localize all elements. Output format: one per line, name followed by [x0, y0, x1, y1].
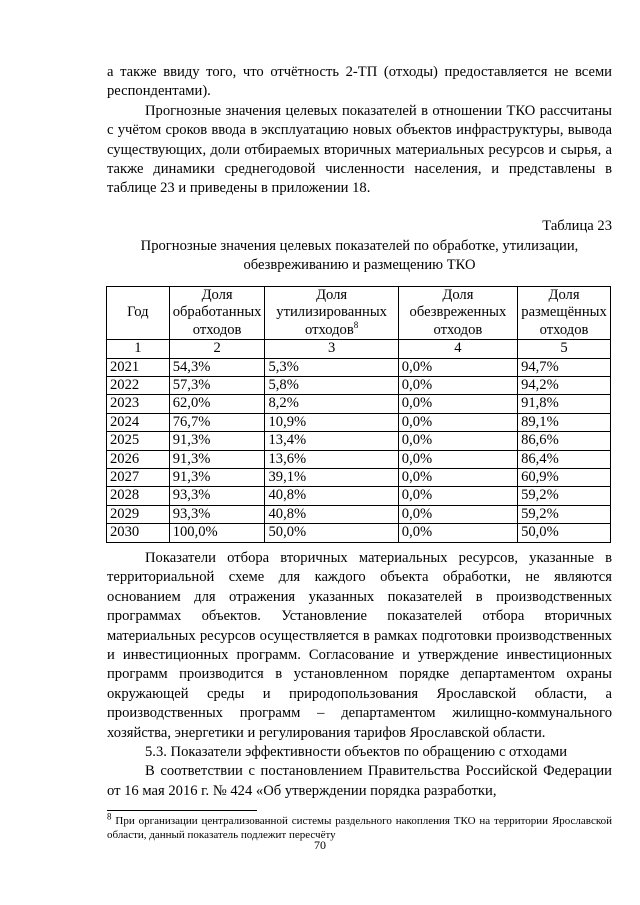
paragraph-continuation: а также ввиду того, что отчётность 2-ТП (отходы) предоставляется не всеми респондентами). — [107, 64, 612, 100]
table-cell: 39,1% — [265, 469, 398, 487]
indicators-table — [106, 286, 611, 543]
table-cell: 2027 — [107, 469, 170, 487]
table-cell: 93,3% — [169, 487, 265, 505]
footnote-ref: 8 — [353, 319, 359, 330]
table-cell: 50,0% — [518, 524, 611, 542]
table-cell: 57,3% — [169, 377, 265, 395]
column-number: 5 — [518, 340, 611, 358]
column-number: 1 — [107, 340, 170, 358]
table-cell: 13,4% — [265, 432, 398, 450]
column-number: 4 — [398, 340, 517, 358]
table-cell: 2022 — [107, 377, 170, 395]
table-cell: 40,8% — [265, 505, 398, 523]
table-cell: 2021 — [107, 358, 170, 376]
table-cell: 2030 — [107, 524, 170, 542]
table-row — [107, 358, 611, 376]
table-cell: 0,0% — [398, 395, 517, 413]
table-cell: 0,0% — [398, 487, 517, 505]
table-cell: 2026 — [107, 450, 170, 468]
footnote-text: При организации централизованной системы раздельного накопления ТКО на территории Ярославской области, данный показатель подлежит пересчёту — [107, 815, 612, 841]
table-row — [107, 469, 611, 487]
table-cell: 0,0% — [398, 469, 517, 487]
table-cell: 0,0% — [398, 377, 517, 395]
table-cell: 54,3% — [169, 358, 265, 376]
table-cell: 2029 — [107, 505, 170, 523]
bottom-text-block — [107, 549, 612, 801]
header-processed: Доля обработанных отходов — [169, 287, 265, 340]
table-cell: 0,0% — [398, 432, 517, 450]
table-cell: 60,9% — [518, 469, 611, 487]
table-row — [107, 505, 611, 523]
table-cell: 91,3% — [169, 432, 265, 450]
table-row — [107, 377, 611, 395]
table-label: Таблица 23 — [542, 218, 612, 234]
section-heading: 5.3. Показатели эффективности объектов по обращению с отходами — [145, 744, 568, 761]
top-text-block — [107, 63, 612, 199]
table-cell: 86,6% — [518, 432, 611, 450]
header-utilized-text: Доля утилизированных отходов — [276, 287, 387, 338]
page-number: 70 — [314, 838, 326, 852]
paragraph-forecast: Прогнозные значения целевых показателей в отношении ТКО рассчитаны с учётом сроков ввода в эксплуатацию новых объектов инфраструктуры, вывода существующих, доли отбираемых вторичных материальных ресурсов и сырья, а также динамики среднегодовой численности населения, и представлены в таблице 23 и приведены в приложении 18. — [107, 102, 612, 197]
header-utilized — [265, 287, 398, 340]
table-caption: Прогнозные значения целевых показателей по обработке, утилизации, обезвреживанию и размещению ТКО — [140, 238, 579, 274]
table-cell: 91,3% — [169, 450, 265, 468]
table-row — [107, 395, 611, 413]
table-cell: 2028 — [107, 487, 170, 505]
table-row — [107, 413, 611, 431]
table-header-row — [107, 287, 611, 340]
table-cell: 2025 — [107, 432, 170, 450]
table-cell: 59,2% — [518, 487, 611, 505]
table-row — [107, 450, 611, 468]
table-cell: 59,2% — [518, 505, 611, 523]
paragraph-decree: В соответствии с постановлением Правительства Российской Федерации от 16 мая 2016 г. № 424 «Об утверждении порядка разработки, — [107, 763, 612, 799]
table-cell: 86,4% — [518, 450, 611, 468]
table-cell: 0,0% — [398, 450, 517, 468]
table-cell: 0,0% — [398, 358, 517, 376]
table-cell: 76,7% — [169, 413, 265, 431]
table-cell: 62,0% — [169, 395, 265, 413]
table-cell: 8,2% — [265, 395, 398, 413]
table-cell: 5,8% — [265, 377, 398, 395]
table-cell: 2023 — [107, 395, 170, 413]
table-row — [107, 524, 611, 542]
table-cell: 94,2% — [518, 377, 611, 395]
column-number: 3 — [265, 340, 398, 358]
table-row — [107, 487, 611, 505]
table-cell: 5,3% — [265, 358, 398, 376]
table-cell: 13,6% — [265, 450, 398, 468]
header-year: Год — [107, 287, 170, 340]
footnote-divider — [107, 810, 257, 811]
paragraph-secondary-resources: Показатели отбора вторичных материальных ресурсов, указанные в территориальной схеме для каждого объекта обработки, не являются основанием для отражения указанных показателей в производственных программах объектов. Установление показателей отбора вторичных материальных ресурсов осуществляется в рамках подготовки производственных и инвестиционных программ. Согласование и утверждение инвестиционных программ производится в установленном порядке департаментом охраны окружающей среды и природопользования Ярославской области, а производственных программ – департаментом жилищно-коммунального хозяйства, энергетики и регулирования тарифов Ярославской области. — [107, 550, 612, 741]
table-cell: 100,0% — [169, 524, 265, 542]
table-cell: 89,1% — [518, 413, 611, 431]
header-disposed: Доля размещённых отходов — [518, 287, 611, 340]
table-cell: 2024 — [107, 413, 170, 431]
table-cell: 0,0% — [398, 505, 517, 523]
table-cell: 94,7% — [518, 358, 611, 376]
table-cell: 91,8% — [518, 395, 611, 413]
table-row — [107, 432, 611, 450]
table-cell: 0,0% — [398, 413, 517, 431]
table-cell: 40,8% — [265, 487, 398, 505]
table-cell: 91,3% — [169, 469, 265, 487]
table-cell: 93,3% — [169, 505, 265, 523]
table-cell: 50,0% — [265, 524, 398, 542]
table-cell: 10,9% — [265, 413, 398, 431]
footnote-number: 8 — [107, 811, 112, 822]
header-neutralized: Доля обезвреженных отходов — [398, 287, 517, 340]
table-cell: 0,0% — [398, 524, 517, 542]
column-number: 2 — [169, 340, 265, 358]
column-number-row — [107, 340, 611, 358]
